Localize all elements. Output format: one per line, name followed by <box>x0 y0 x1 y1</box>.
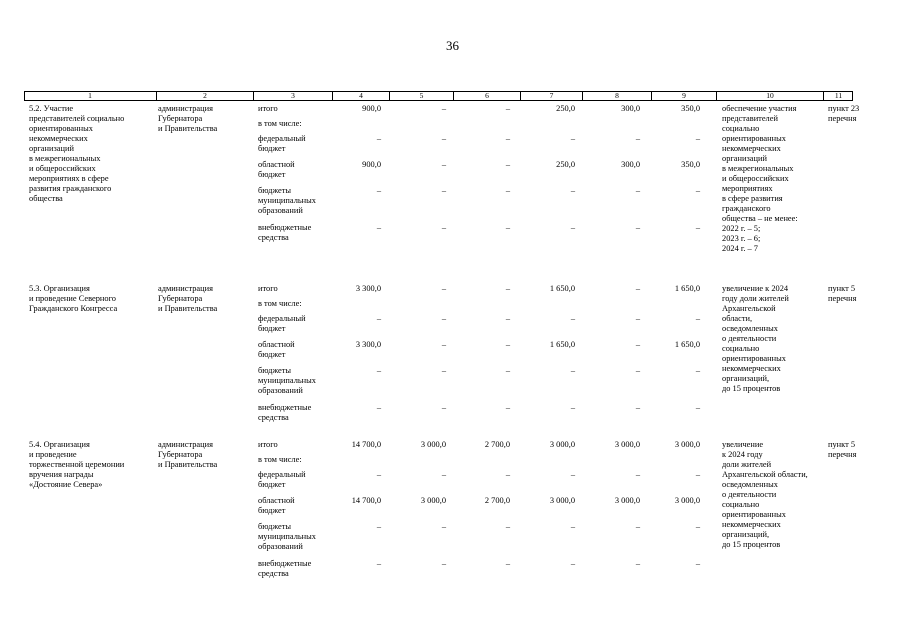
funding-source <box>258 559 311 579</box>
funding-value: – <box>570 522 575 531</box>
funding-value: – <box>635 403 640 412</box>
funding-value: – <box>505 403 510 412</box>
measure-name-line: развития гражданского <box>29 184 112 193</box>
reference-item <box>828 284 856 304</box>
funding-value: – <box>441 522 446 531</box>
funding-value: – <box>635 470 640 479</box>
measure-name-line: в межрегиональных <box>29 154 101 163</box>
reference-item-line: перечня <box>828 294 857 303</box>
funding-value: – <box>570 314 575 323</box>
funding-value: – <box>376 522 381 531</box>
measure-name <box>29 440 124 490</box>
funding-value: 3 300,0 <box>355 340 381 349</box>
funding-value: – <box>376 403 381 412</box>
funding-value: – <box>505 104 510 113</box>
funding-value: – <box>441 314 446 323</box>
funding-value: – <box>695 134 700 143</box>
executor <box>158 104 217 134</box>
expected-result-line: организаций <box>722 154 767 163</box>
expected-result-line: организаций, <box>722 530 770 539</box>
expected-result-line: увеличение <box>722 440 764 449</box>
funding-value: – <box>376 314 381 323</box>
expected-result <box>722 284 789 394</box>
expected-result-line: обеспечение участия <box>722 104 797 113</box>
funding-value: 900,0 <box>362 104 381 113</box>
funding-source-line: федеральный <box>258 314 306 323</box>
funding-source-line: муниципальных <box>258 376 316 385</box>
measure-name <box>29 104 124 204</box>
expected-result-line: представителей <box>722 114 778 123</box>
funding-value: – <box>441 403 446 412</box>
measure-name-line: и проведение <box>29 450 77 459</box>
funding-value: 900,0 <box>362 160 381 169</box>
funding-source-line: образований <box>258 542 303 551</box>
reference-item-line: пункт 5 <box>828 284 856 293</box>
table-header-row <box>24 91 853 101</box>
expected-result-line: области, <box>722 314 753 323</box>
funding-value: – <box>635 522 640 531</box>
measure-name-line: Гражданского Конгресса <box>29 304 118 313</box>
funding-value: 2 700,0 <box>484 496 510 505</box>
funding-value: – <box>505 366 510 375</box>
funding-value: 300,0 <box>621 160 640 169</box>
executor-line: Губернатора <box>158 114 203 123</box>
funding-value: – <box>505 522 510 531</box>
funding-source-line: итого <box>258 440 278 449</box>
expected-result-line: социально <box>722 344 760 353</box>
executor-line: администрация <box>158 104 213 113</box>
funding-value: 250,0 <box>556 104 575 113</box>
expected-result-line: ориентированных <box>722 134 786 143</box>
measure-name-line: и проведение Северного <box>29 294 116 303</box>
funding-value: 350,0 <box>681 104 700 113</box>
header-col-5: 5 <box>389 92 453 100</box>
expected-result <box>722 440 808 550</box>
funding-source-line: областной <box>258 496 295 505</box>
funding-value: – <box>376 559 381 568</box>
reference-item-line: перечня <box>828 114 857 123</box>
expected-result-line: до 15 процентов <box>722 540 781 549</box>
measure-name-line: и общероссийских <box>29 164 96 173</box>
funding-value: – <box>635 134 640 143</box>
measure-name-line: мероприятиях в сфере <box>29 174 109 183</box>
funding-source-line: в том числе: <box>258 455 302 464</box>
funding-source <box>258 314 306 334</box>
funding-value: – <box>570 223 575 232</box>
expected-result-line: о деятельности <box>722 334 777 343</box>
funding-value: – <box>570 470 575 479</box>
funding-value: – <box>505 284 510 293</box>
measure-name-line: 5.4. Организация <box>29 440 90 449</box>
header-col-6: 6 <box>453 92 520 100</box>
measure-name-line: некоммерческих <box>29 134 88 143</box>
funding-source-line: в том числе: <box>258 299 302 308</box>
funding-value: 300,0 <box>621 104 640 113</box>
funding-value: – <box>505 470 510 479</box>
funding-value: – <box>695 366 700 375</box>
funding-value: – <box>570 559 575 568</box>
funding-value: – <box>441 366 446 375</box>
reference-item-line: пункт 5 <box>828 440 856 449</box>
funding-value: – <box>635 186 640 195</box>
funding-value: – <box>505 559 510 568</box>
expected-result-line: гражданского <box>722 204 771 213</box>
funding-value: – <box>441 104 446 113</box>
funding-source-line: внебюджетные <box>258 559 312 568</box>
funding-value: 350,0 <box>681 160 700 169</box>
header-col-3: 3 <box>253 92 332 100</box>
funding-value: 3 000,0 <box>420 496 446 505</box>
funding-source-line: образований <box>258 206 303 215</box>
funding-value: – <box>376 223 381 232</box>
funding-value: 14 700,0 <box>351 496 381 505</box>
funding-value: 3 300,0 <box>355 284 381 293</box>
funding-source-line: федеральный <box>258 470 306 479</box>
reference-item <box>828 440 856 460</box>
funding-value: – <box>441 559 446 568</box>
executor-line: и Правительства <box>158 124 218 133</box>
executor-line: и Правительства <box>158 304 218 313</box>
funding-value: – <box>441 160 446 169</box>
expected-result-line: осведомленных <box>722 480 778 489</box>
funding-source <box>258 223 311 243</box>
header-col-11: 11 <box>823 92 853 100</box>
funding-source <box>258 104 278 114</box>
funding-value: – <box>441 470 446 479</box>
funding-source <box>258 299 302 309</box>
funding-value: – <box>441 284 446 293</box>
funding-value: – <box>570 134 575 143</box>
funding-value: – <box>505 134 510 143</box>
measure-name-line: представителей социально <box>29 114 125 123</box>
measure-name-line: ориентированных <box>29 124 93 133</box>
funding-value: 1 650,0 <box>674 284 700 293</box>
expected-result-line: мероприятиях <box>722 184 773 193</box>
funding-source-line: бюджет <box>258 506 286 515</box>
page-number: 36 <box>446 38 459 53</box>
funding-source-line: бюджеты <box>258 522 292 531</box>
funding-source-line: бюджет <box>258 170 286 179</box>
funding-source-line: итого <box>258 104 278 113</box>
expected-result-line: 2024 г. – 7 <box>722 244 758 253</box>
expected-result-line: 2022 г. – 5; <box>722 224 761 233</box>
expected-result-line: к 2024 году <box>722 450 763 459</box>
expected-result-line: организаций, <box>722 374 770 383</box>
measure-name-line: 5.2. Участие <box>29 104 74 113</box>
funding-source <box>258 160 295 180</box>
funding-value: – <box>635 340 640 349</box>
expected-result-line: Архангельской <box>722 304 776 313</box>
funding-value: – <box>505 314 510 323</box>
funding-value: – <box>695 223 700 232</box>
funding-source <box>258 522 316 552</box>
funding-source-line: бюджет <box>258 350 286 359</box>
funding-source-line: бюджет <box>258 480 286 489</box>
funding-value: – <box>441 223 446 232</box>
funding-source <box>258 470 306 490</box>
funding-value: – <box>570 186 575 195</box>
funding-value: – <box>376 134 381 143</box>
funding-value: 250,0 <box>556 160 575 169</box>
header-col-8: 8 <box>582 92 651 100</box>
funding-value: – <box>505 340 510 349</box>
expected-result-line: общества – не менее: <box>722 214 798 223</box>
funding-value: – <box>505 186 510 195</box>
funding-value: – <box>570 403 575 412</box>
funding-value: – <box>505 223 510 232</box>
executor-line: администрация <box>158 284 213 293</box>
funding-source <box>258 366 316 396</box>
funding-source <box>258 440 278 450</box>
funding-value: – <box>635 366 640 375</box>
funding-source-line: бюджеты <box>258 366 292 375</box>
measure-name-line: общества <box>29 194 63 203</box>
funding-source <box>258 340 295 360</box>
funding-source-line: бюджет <box>258 144 286 153</box>
executor-line: Губернатора <box>158 450 203 459</box>
funding-value: – <box>635 559 640 568</box>
funding-value: 3 000,0 <box>420 440 446 449</box>
expected-result-line: социально <box>722 124 760 133</box>
expected-result-line: в сфере развития <box>722 194 783 203</box>
funding-source-line: областной <box>258 340 295 349</box>
measure-name-line: торжественной церемонии <box>29 460 125 469</box>
funding-source <box>258 455 302 465</box>
measure-name-line: «Достояние Севера» <box>29 480 103 489</box>
funding-value: 3 000,0 <box>549 496 575 505</box>
funding-value: – <box>635 284 640 293</box>
funding-value: – <box>695 403 700 412</box>
funding-value: – <box>635 223 640 232</box>
funding-source <box>258 186 316 216</box>
expected-result-line: социально <box>722 500 760 509</box>
expected-result-line: некоммерческих <box>722 144 781 153</box>
expected-result-line: ориентированных <box>722 354 786 363</box>
funding-source-line: областной <box>258 160 295 169</box>
funding-value: – <box>635 314 640 323</box>
measure-name <box>29 284 117 314</box>
executor <box>158 284 217 314</box>
funding-value: 1 650,0 <box>549 284 575 293</box>
funding-value: – <box>441 134 446 143</box>
funding-source-line: муниципальных <box>258 196 316 205</box>
measure-name-line: 5.3. Организация <box>29 284 90 293</box>
funding-value: – <box>376 366 381 375</box>
funding-value: – <box>376 470 381 479</box>
funding-value: 3 000,0 <box>674 496 700 505</box>
funding-source-line: федеральный <box>258 134 306 143</box>
funding-source-line: итого <box>258 284 278 293</box>
funding-source-line: образований <box>258 386 303 395</box>
funding-value: 3 000,0 <box>674 440 700 449</box>
funding-value: – <box>376 186 381 195</box>
executor-line: администрация <box>158 440 213 449</box>
expected-result-line: некоммерческих <box>722 520 781 529</box>
executor <box>158 440 217 470</box>
expected-result-line: о деятельности <box>722 490 777 499</box>
funding-source-line: внебюджетные <box>258 223 312 232</box>
measure-name-line: организаций <box>29 144 74 153</box>
funding-value: 3 000,0 <box>614 440 640 449</box>
funding-value: 1 650,0 <box>549 340 575 349</box>
funding-source-line: бюджет <box>258 324 286 333</box>
expected-result-line: ориентированных <box>722 510 786 519</box>
funding-value: 3 000,0 <box>614 496 640 505</box>
funding-source <box>258 496 295 516</box>
funding-source <box>258 119 302 129</box>
funding-source <box>258 134 306 154</box>
funding-value: – <box>441 186 446 195</box>
executor-line: и Правительства <box>158 460 218 469</box>
expected-result-line: до 15 процентов <box>722 384 781 393</box>
funding-value: 1 650,0 <box>674 340 700 349</box>
funding-source-line: муниципальных <box>258 532 316 541</box>
header-col-1: 1 <box>88 91 92 100</box>
expected-result-line: и общероссийских <box>722 174 789 183</box>
funding-value: – <box>570 366 575 375</box>
funding-source-line: внебюджетные <box>258 403 312 412</box>
funding-value: 2 700,0 <box>484 440 510 449</box>
expected-result-line: в межрегиональных <box>722 164 794 173</box>
reference-item-line: пункт 23 <box>828 104 860 113</box>
expected-result-line: 2023 г. – 6; <box>722 234 761 243</box>
funding-value: – <box>695 314 700 323</box>
executor-line: Губернатора <box>158 294 203 303</box>
expected-result-line: доли жителей <box>722 460 772 469</box>
reference-item <box>828 104 859 124</box>
header-col-4: 4 <box>332 92 389 100</box>
expected-result <box>722 104 798 254</box>
measure-name-line: вручения награды <box>29 470 94 479</box>
funding-value: – <box>441 340 446 349</box>
expected-result-line: некоммерческих <box>722 364 781 373</box>
expected-result-line: осведомленных <box>722 324 778 333</box>
funding-source <box>258 284 278 294</box>
header-col-10: 10 <box>716 92 823 100</box>
header-col-7: 7 <box>520 92 582 100</box>
funding-source-line: в том числе: <box>258 119 302 128</box>
funding-value: – <box>695 470 700 479</box>
funding-source-line: средства <box>258 569 289 578</box>
expected-result-line: увеличение к 2024 <box>722 284 789 293</box>
header-col-2: 2 <box>156 92 253 100</box>
expected-result-line: Архангельской области, <box>722 470 808 479</box>
funding-source-line: бюджеты <box>258 186 292 195</box>
funding-value: – <box>695 186 700 195</box>
funding-value: 14 700,0 <box>351 440 381 449</box>
reference-item-line: перечня <box>828 450 857 459</box>
expected-result-line: году доли жителей <box>722 294 789 303</box>
funding-source-line: средства <box>258 413 289 422</box>
funding-value: – <box>505 160 510 169</box>
funding-source-line: средства <box>258 233 289 242</box>
funding-source <box>258 403 311 423</box>
funding-value: – <box>695 559 700 568</box>
header-col-9: 9 <box>651 92 716 100</box>
funding-value: 3 000,0 <box>549 440 575 449</box>
funding-value: – <box>695 522 700 531</box>
